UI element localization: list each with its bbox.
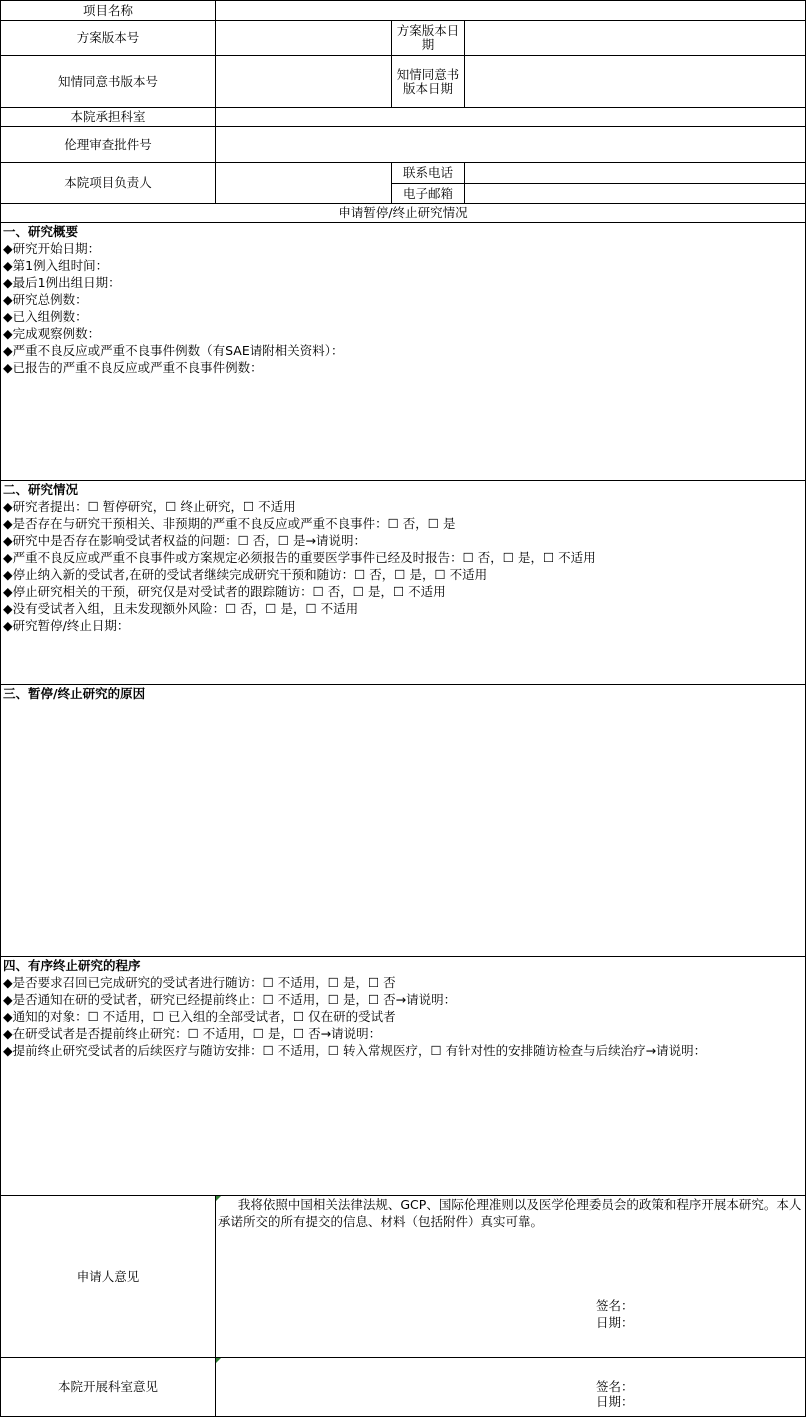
ethics-approval-no-field[interactable] <box>216 127 806 163</box>
section4-item: ◆在研受试者是否提前终止研究：☐ 不适用，☐ 是，☐ 否→请说明： <box>3 1026 382 1041</box>
section1-item: ◆研究总例数： <box>3 292 88 307</box>
section1-item: ◆完成观察例数： <box>3 326 101 341</box>
section4-item: ◆是否要求召回已完成研究的受试者进行随访：☐ 不适用，☐ 是，☐ 否 <box>3 975 396 990</box>
phone-field[interactable] <box>465 163 806 184</box>
department-label: 本院承担科室 <box>1 108 216 127</box>
pi-field[interactable] <box>216 163 392 204</box>
section4-title: 四、有序终止研究的程序 <box>3 958 141 973</box>
icf-version-date-field[interactable] <box>465 56 806 108</box>
protocol-version-label: 方案版本号 <box>1 21 216 56</box>
section4-item: ◆通知的对象：☐ 不适用，☐ 已入组的全部受试者，☐ 仅在研的受试者 <box>3 1009 396 1024</box>
section-banner: 申请暂停/终止研究情况 <box>1 204 806 223</box>
protocol-version-field[interactable] <box>216 21 392 56</box>
study-status-section <box>1 481 806 685</box>
department-opinion-label: 本院开展科室意见 <box>1 1358 216 1417</box>
project-name-field[interactable] <box>216 1 806 21</box>
department-date-label: 日期： <box>596 1394 634 1409</box>
section1-title: 一、研究概要 <box>3 224 79 239</box>
section1-item: ◆已入组例数： <box>3 309 88 324</box>
department-field[interactable] <box>216 108 806 127</box>
termination-procedure-section <box>1 957 806 1196</box>
section3-title: 三、暂停/终止研究的原因 <box>3 686 146 701</box>
section1-item: ◆最后1例出组日期： <box>3 275 121 290</box>
department-opinion-field[interactable] <box>216 1358 806 1417</box>
pi-label: 本院项目负责人 <box>1 163 216 204</box>
section2-title: 二、研究情况 <box>3 482 79 497</box>
icf-version-field[interactable] <box>216 56 392 108</box>
section2-item: ◆停止研究相关的干预，研究仅是对受试者的跟踪随访：☐ 否，☐ 是，☐ 不适用 <box>3 584 446 599</box>
phone-label: 联系电话 <box>392 163 465 184</box>
section2-item: ◆是否存在与研究干预相关、非预期的严重不良反应或严重不良事件：☐ 否，☐ 是 <box>3 516 456 531</box>
applicant-label: 申请人意见 <box>1 1196 216 1358</box>
section1-item: ◆已报告的严重不良反应或严重不良事件例数： <box>3 360 263 375</box>
section1-item: ◆严重不良反应或严重不良事件例数（有SAE请附相关资料）： <box>3 343 344 358</box>
section2-item: ◆研究者提出：☐ 暂停研究，☐ 终止研究，☐ 不适用 <box>3 499 296 514</box>
section1-item: ◆研究开始日期： <box>3 241 101 256</box>
section2-item: ◆没有受试者入组，且未发现额外风险：☐ 否，☐ 是，☐ 不适用 <box>3 601 359 616</box>
icf-version-date-label: 知情同意书版本日期 <box>392 56 465 108</box>
suspension-reason-section[interactable] <box>1 685 806 957</box>
project-name-label: 项目名称 <box>1 1 216 21</box>
ethics-approval-no-label: 伦理审查批件号 <box>1 127 216 163</box>
applicant-sign-label: 签名： <box>596 1298 634 1313</box>
section2-item: ◆严重不良反应或严重不良事件或方案规定必须报告的重要医学事件已经及时报告：☐ 否，☐ 是，☐ 不适用 <box>3 550 596 565</box>
section1-item: ◆第1例入组时间： <box>3 258 109 273</box>
section4-item: ◆是否通知在研的受试者，研究已经提前终止：☐ 不适用，☐ 是，☐ 否→请说明： <box>3 992 457 1007</box>
study-summary-section <box>1 223 806 481</box>
applicant-date-label: 日期： <box>596 1315 634 1330</box>
comment-marker-icon <box>216 1358 221 1363</box>
applicant-statement: 我将依照中国相关法律法规、GCP、国际伦理准则以及医学伦理委员会的政策和程序开展本研究。本人承诺所交的所有提交的信息、材料（包括附件）真实可靠。 <box>218 1197 802 1229</box>
email-field[interactable] <box>465 184 806 204</box>
department-sign-label: 签名： <box>596 1379 634 1394</box>
protocol-version-date-label: 方案版本日期 <box>392 21 465 56</box>
applicant-opinion-field[interactable] <box>216 1196 806 1358</box>
section4-item: ◆提前终止研究受试者的后续医疗与随访安排：☐ 不适用，☐ 转入常规医疗，☐ 有针对性的安排随访检查与后续治疗→请说明： <box>3 1043 707 1058</box>
comment-marker-icon <box>216 1196 221 1201</box>
protocol-version-date-field[interactable] <box>465 21 806 56</box>
section2-item: ◆停止纳入新的受试者,在研的受试者继续完成研究干预和随访：☐ 否，☐ 是，☐ 不适用 <box>3 567 488 582</box>
icf-version-label: 知情同意书版本号 <box>1 56 216 108</box>
email-label: 电子邮箱 <box>392 184 465 204</box>
section2-item: ◆研究暂停/终止日期： <box>3 618 130 633</box>
section2-item: ◆研究中是否存在影响受试者权益的问题：☐ 否，☐ 是→请说明： <box>3 533 366 548</box>
